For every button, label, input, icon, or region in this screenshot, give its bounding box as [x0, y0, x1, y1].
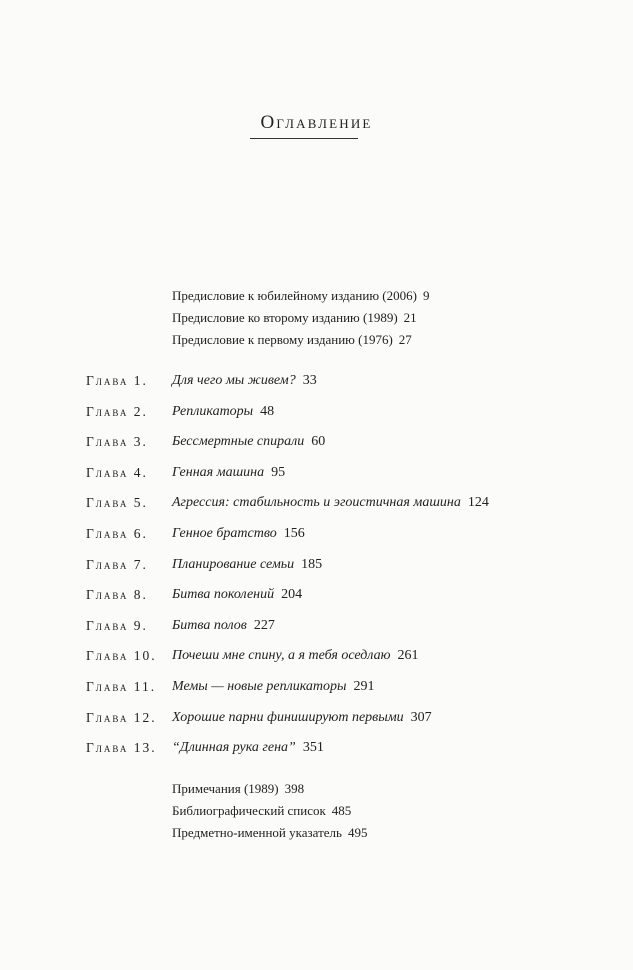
page-number: 204 — [281, 587, 303, 603]
page-number: 398 — [284, 781, 305, 796]
toc-entry-chapter-10[interactable] — [0, 643, 633, 674]
front-matter-list — [172, 285, 429, 351]
page-number: 124 — [467, 495, 489, 511]
entry-label: Предметно-именной указатель — [172, 825, 342, 840]
title-underline — [250, 138, 358, 139]
chapter-title: Генное братство — [172, 525, 277, 541]
toc-entry-chapter-8[interactable] — [0, 582, 633, 613]
toc-entry-chapter-13[interactable] — [0, 735, 633, 766]
toc-entry-notes[interactable] — [172, 778, 367, 800]
page-number: 21 — [403, 310, 417, 325]
back-matter-list — [172, 778, 367, 844]
chapter-label: Глава 9. — [86, 617, 148, 633]
page-number: 60 — [311, 434, 326, 450]
chapter-label: Глава 6. — [86, 525, 148, 541]
chapter-title: Битва поколений — [172, 587, 275, 603]
page-number: 156 — [283, 525, 305, 541]
page-number: 227 — [253, 617, 275, 633]
page-number: 261 — [397, 648, 419, 664]
chapter-title: Мемы — новые репликаторы — [172, 678, 347, 694]
page-number: 185 — [301, 556, 323, 572]
chapter-title: Репликаторы — [172, 403, 254, 419]
chapter-title: Почеши мне спину, а я тебя оседлаю — [172, 648, 391, 664]
toc-entry-preface-2006[interactable] — [172, 285, 429, 307]
chapter-title: Хорошие парни финишируют первыми — [172, 709, 404, 725]
page-number: 495 — [347, 825, 368, 840]
chapter-label: Глава 3. — [86, 434, 148, 450]
toc-entry-chapter-5[interactable] — [0, 490, 633, 521]
page-number: 485 — [331, 803, 352, 818]
toc-entry-chapter-2[interactable] — [0, 399, 633, 430]
chapter-title: Бессмертные спирали — [172, 434, 305, 450]
page-number: 48 — [260, 403, 275, 419]
chapter-label: Глава 11. — [86, 678, 157, 694]
chapter-label: Глава 8. — [86, 587, 148, 603]
toc-entry-preface-1989[interactable] — [172, 307, 429, 329]
page-number: 351 — [302, 740, 324, 756]
chapter-label: Глава 4. — [86, 464, 148, 480]
chapter-title: Планирование семьи — [172, 556, 295, 572]
toc-entry-chapter-9[interactable] — [0, 613, 633, 644]
toc-entry-chapter-6[interactable] — [0, 521, 633, 552]
toc-entry-preface-1976[interactable] — [172, 329, 429, 351]
toc-entry-chapter-11[interactable] — [0, 674, 633, 705]
chapter-list — [0, 368, 633, 766]
page-number: 33 — [302, 373, 317, 388]
chapter-label: Глава 10. — [86, 648, 157, 664]
chapter-title: Генная машина — [172, 464, 265, 480]
toc-entry-bibliography[interactable] — [172, 800, 367, 822]
page-number: 307 — [410, 709, 432, 725]
chapter-label: Глава 1. — [86, 373, 148, 388]
chapter-label: Глава 5. — [86, 495, 148, 511]
entry-label: Предисловие к юбилейному изданию (2006) — [172, 288, 417, 303]
entry-label: Предисловие к первому изданию (1976) — [172, 332, 393, 347]
chapter-title: Для чего мы живем? — [172, 373, 296, 388]
toc-entry-chapter-4[interactable] — [0, 460, 633, 491]
page-number: 95 — [271, 464, 286, 480]
toc-entry-chapter-3[interactable] — [0, 429, 633, 460]
chapter-title: Битва полов — [172, 617, 247, 633]
entry-label: Библиографический список — [172, 803, 326, 818]
toc-entry-chapter-1[interactable] — [0, 368, 633, 399]
chapter-title: “Длинная рука гена” — [172, 740, 296, 756]
page-number: 27 — [398, 332, 412, 347]
page-number: 9 — [422, 288, 430, 303]
chapter-title: Агрессия: стабильность и эгоистичная машина — [172, 495, 461, 511]
toc-entry-index[interactable] — [172, 822, 367, 844]
page-title: Оглавление — [260, 112, 373, 133]
toc-entry-chapter-12[interactable] — [0, 705, 633, 736]
entry-label: Предисловие ко второму изданию (1989) — [172, 310, 398, 325]
chapter-label: Глава 7. — [86, 556, 148, 572]
chapter-label: Глава 12. — [86, 709, 157, 725]
chapter-label: Глава 2. — [86, 403, 148, 419]
chapter-label: Глава 13. — [86, 740, 157, 756]
page-number: 291 — [353, 678, 375, 694]
entry-label: Примечания (1989) — [172, 781, 279, 796]
toc-entry-chapter-7[interactable] — [0, 552, 633, 583]
